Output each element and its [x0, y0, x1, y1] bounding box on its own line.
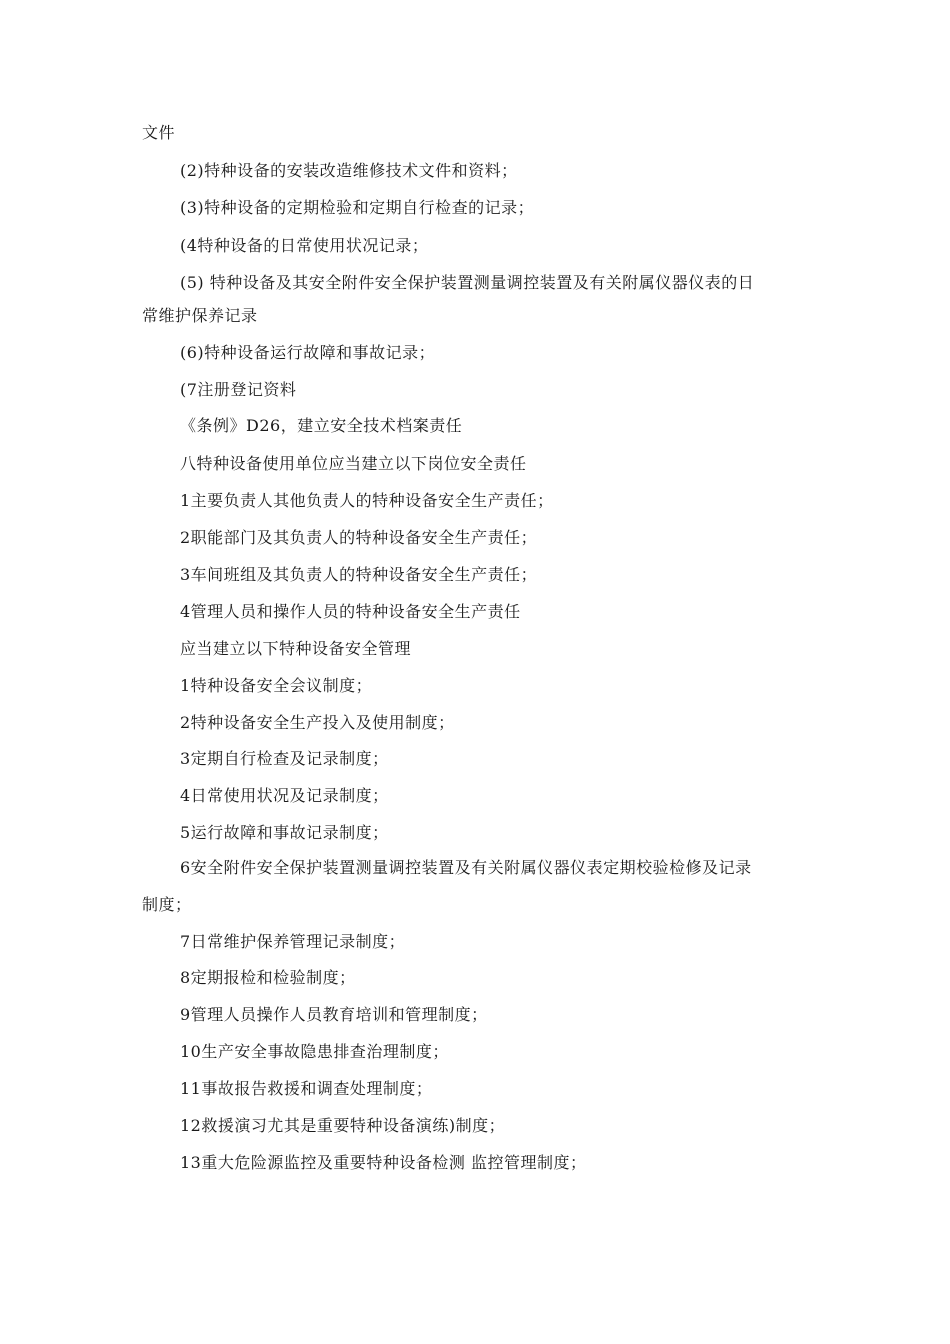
text-line: 1主要负责人其他负责人的特种设备安全生产责任； — [180, 491, 554, 510]
text-line: 11事故报告救援和调查处理制度； — [180, 1079, 433, 1098]
text-line: (4特种设备的日常使用状况记录； — [180, 236, 429, 255]
text-line: 4管理人员和操作人员的特种设备安全生产责任 — [180, 602, 521, 621]
text-line: 6安全附件安全保护装置测量调控装置及有关附属仪器仪表定期校验检修及记录 — [180, 858, 752, 877]
text-line: 3定期自行检查及记录制度； — [180, 749, 389, 768]
text-line: 8定期报检和检验制度； — [180, 968, 356, 987]
text-line: 3车间班组及其负责人的特种设备安全生产责任； — [180, 565, 538, 584]
text-line: 应当建立以下特种设备安全管理 — [180, 639, 412, 658]
text-line: 常维护保养记录 — [142, 306, 258, 325]
text-line: (6)特种设备运行故障和事故记录； — [180, 343, 436, 362]
text-line: 2职能部门及其负责人的特种设备安全生产责任； — [180, 528, 538, 547]
text-line: 12救援演习尤其是重要特种设备演练)制度； — [180, 1116, 506, 1135]
text-line: 4日常使用状况及记录制度； — [180, 786, 389, 805]
text-line: 文件 — [142, 123, 176, 142]
text-line: 1特种设备安全会议制度； — [180, 676, 373, 695]
text-line: 7日常维护保养管理记录制度； — [180, 932, 406, 951]
text-line: (5) 特种设备及其安全附件安全保护装置测量调控装置及有关附属仪器仪表的日 — [180, 273, 755, 292]
text-line: 八特种设备使用单位应当建立以下岗位安全责任 — [180, 454, 527, 473]
text-line: (3)特种设备的定期检验和定期自行检查的记录； — [180, 198, 535, 217]
text-line: 制度； — [142, 895, 192, 914]
text-line: 9管理人员操作人员教育培训和管理制度； — [180, 1005, 488, 1024]
text-line: 5运行故障和事故记录制度； — [180, 823, 389, 842]
text-line: 13重大危险源监控及重要特种设备检测 监控管理制度； — [180, 1153, 587, 1172]
text-line: 10生产安全事故隐患排查治理制度； — [180, 1042, 449, 1061]
text-line: (7注册登记资料 — [180, 380, 297, 399]
text-line: (2)特种设备的安装改造维修技术文件和资料； — [180, 161, 518, 180]
text-line: 2特种设备安全生产投入及使用制度； — [180, 713, 455, 732]
text-line: 《条例》D26，建立安全技术档案责任 — [180, 416, 463, 435]
